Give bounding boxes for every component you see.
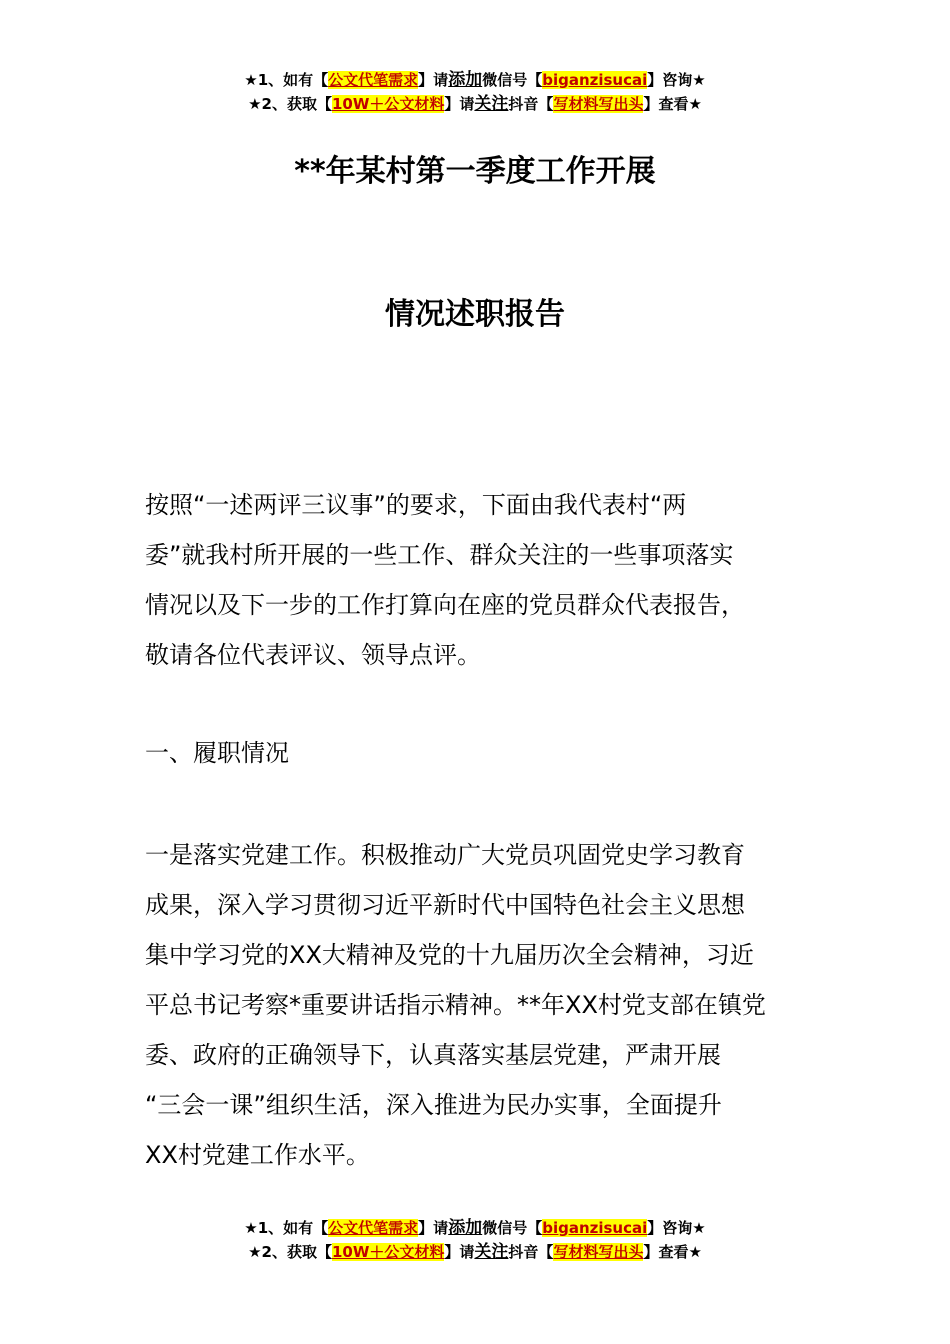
banner-underline: 关注	[474, 1242, 509, 1262]
top-banner	[0, 68, 950, 116]
banner-line-2	[0, 92, 950, 116]
banner-highlight: 写材料写出头	[553, 1243, 644, 1261]
banner-line-1	[0, 68, 950, 92]
banner-underline: 添加	[448, 70, 483, 90]
banner-text: 】查看★	[643, 95, 702, 113]
banner-highlight: 公文代笔需求	[328, 71, 419, 89]
banner-text: 抖音【	[508, 1243, 554, 1261]
text-line: 平总书记考察*重要讲话指示精神。**年XX村党支部在镇党	[145, 991, 766, 1019]
banner-text: 抖音【	[508, 95, 554, 113]
banner-highlight: 10W＋公文材料	[331, 95, 445, 113]
text-line: XX村党建工作水平。	[145, 1141, 370, 1169]
text-line: 集中学习党的XX大精神及党的十九届历次全会精神，习近	[145, 941, 754, 969]
banner-line-2	[0, 1240, 950, 1264]
banner-text: 】查看★	[643, 1243, 702, 1261]
text-line: 一、履职情况	[145, 739, 289, 767]
bottom-banner	[0, 1216, 950, 1264]
page-title-line-2: 情况述职报告	[385, 297, 565, 332]
text-line: “三会一课”组织生活，深入推进为民办实事，全面提升	[145, 1091, 722, 1119]
banner-underline: 添加	[448, 1218, 483, 1238]
banner-text: 】咨询★	[647, 1219, 706, 1237]
banner-highlight: 写材料写出头	[553, 95, 644, 113]
text-line: 委、政府的正确领导下，认真落实基层党建，严肃开展	[145, 1041, 721, 1069]
banner-text: 】请	[418, 1219, 449, 1237]
banner-highlight: 10W＋公文材料	[331, 1243, 445, 1261]
banner-text: ★2、获取【	[248, 95, 332, 113]
text-line: 委”就我村所开展的一些工作、群众关注的一些事项落实	[145, 541, 734, 569]
banner-text: 微信号【	[482, 71, 543, 89]
body-paragraph	[145, 830, 810, 1180]
banner-line-1	[0, 1216, 950, 1240]
banner-highlight: biganzisucai	[542, 1219, 648, 1237]
banner-text: 微信号【	[482, 1219, 543, 1237]
banner-text: 】请	[444, 1243, 475, 1261]
banner-text: ★2、获取【	[248, 1243, 332, 1261]
banner-text: ★1、如有【	[244, 71, 329, 89]
banner-highlight: biganzisucai	[542, 71, 648, 89]
text-line: 敬请各位代表评议、领导点评。	[145, 641, 481, 669]
text-line: 按照“一述两评三议事”的要求，下面由我代表村“两	[145, 491, 687, 519]
page-title-line-1: **年某村第一季度工作开展	[294, 154, 656, 189]
banner-text: 】咨询★	[647, 71, 706, 89]
text-line: 一是落实党建工作。积极推动广大党员巩固党史学习教育	[145, 841, 745, 869]
banner-text: ★1、如有【	[244, 1219, 329, 1237]
banner-highlight: 公文代笔需求	[328, 1219, 419, 1237]
banner-underline: 关注	[474, 94, 509, 114]
text-line: 成果，深入学习贯彻习近平新时代中国特色社会主义思想	[145, 891, 745, 919]
text-line: 情况以及下一步的工作打算向在座的党员群众代表报告，	[145, 591, 745, 619]
banner-text: 】请	[444, 95, 475, 113]
banner-text: 】请	[418, 71, 449, 89]
intro-paragraph	[145, 480, 810, 680]
section-heading	[145, 728, 810, 778]
